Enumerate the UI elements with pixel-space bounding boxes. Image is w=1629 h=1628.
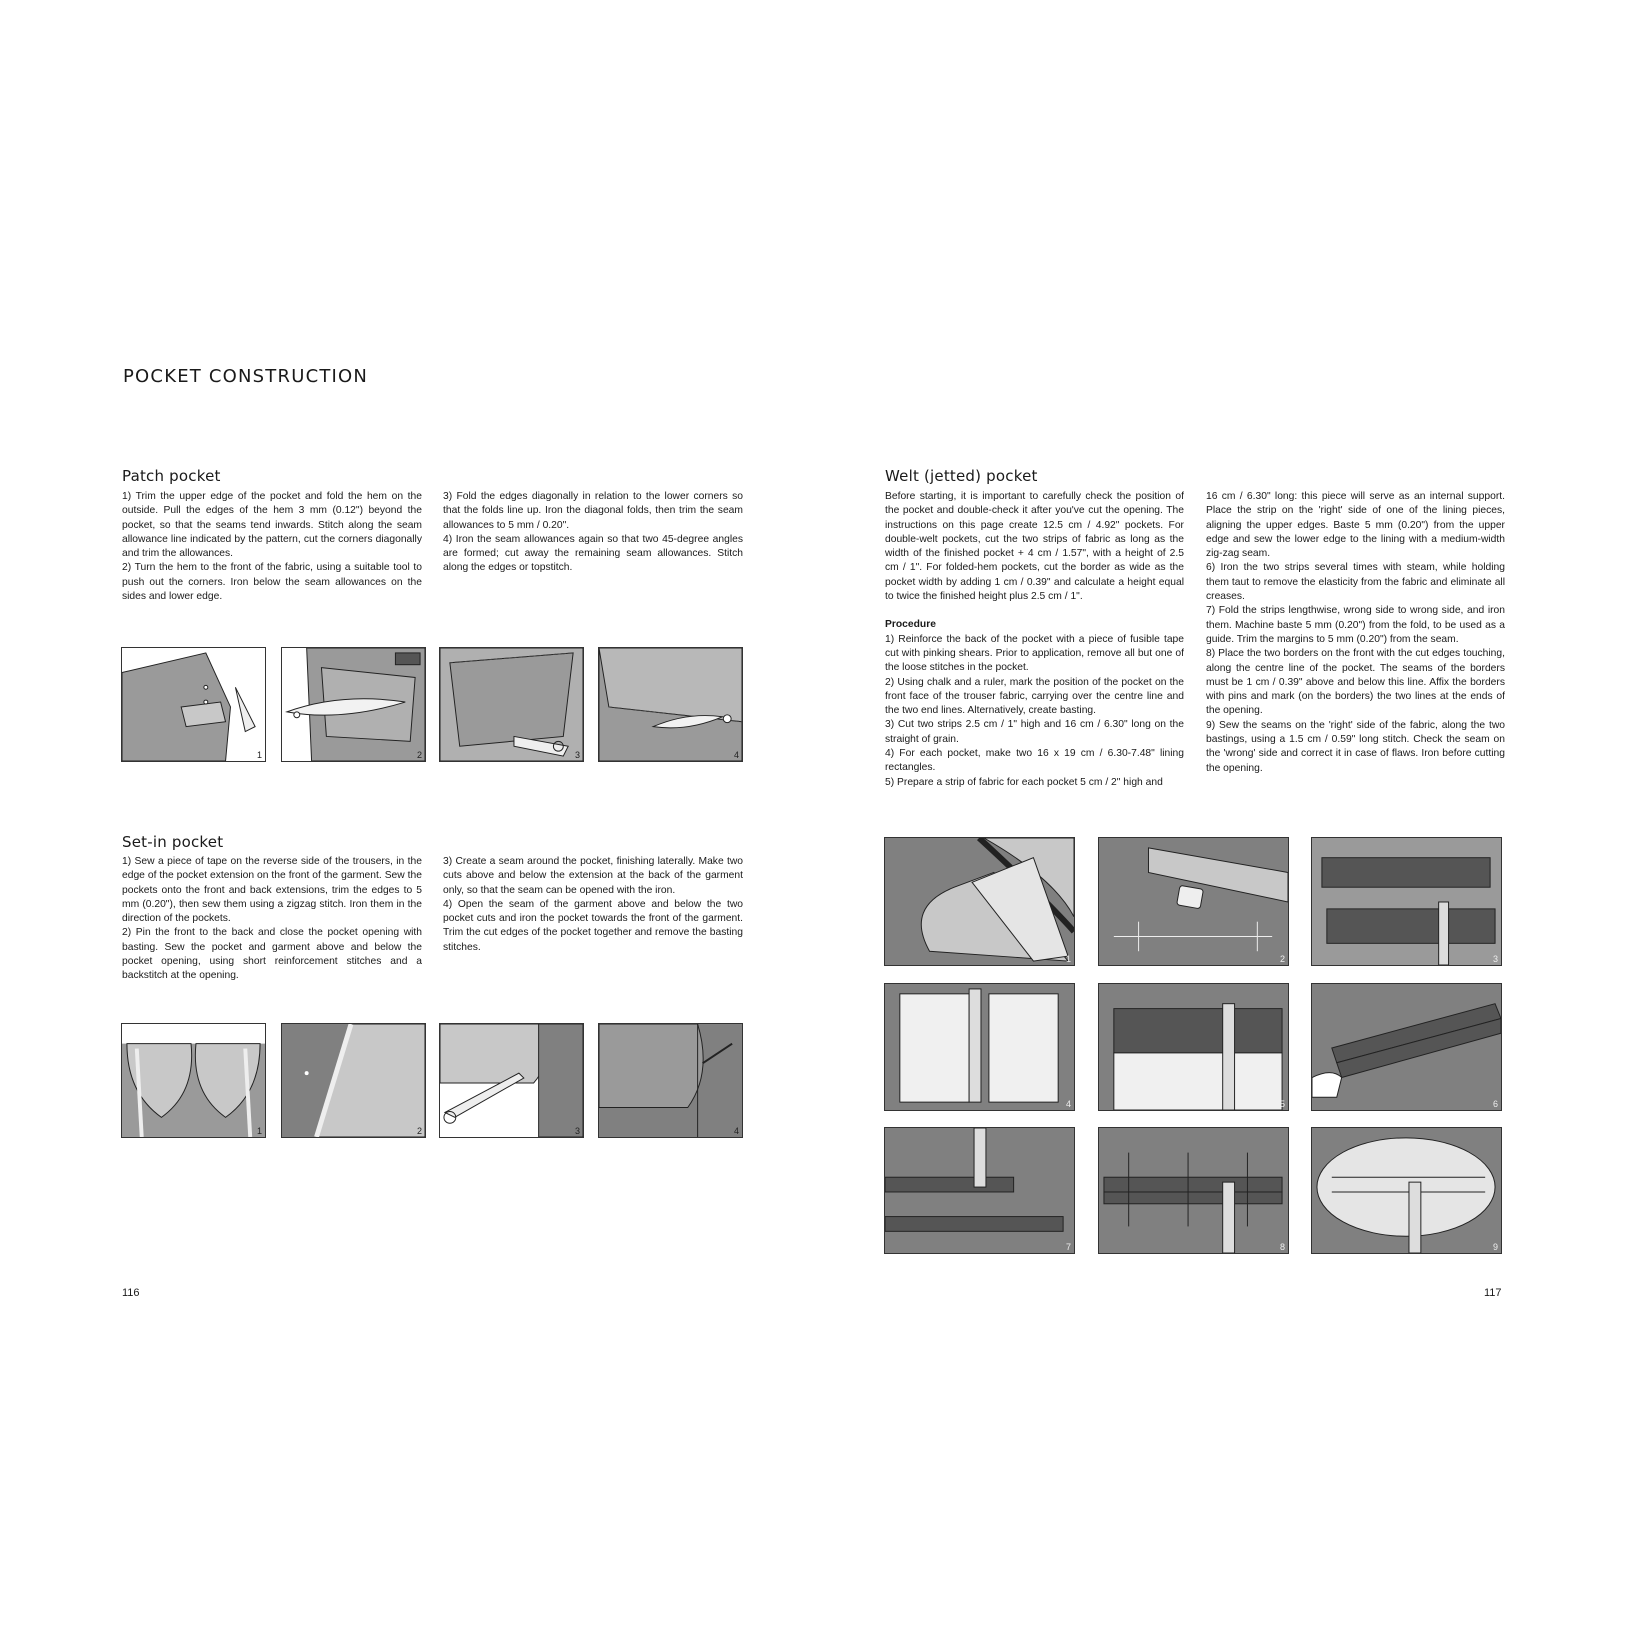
figure-number: 1 [256, 1126, 262, 1136]
paragraph: 7) Fold the strips lengthwise, wrong side to wrong side, and iron them. Machine baste 5 mm (0.20") from the fold, to be used as a guide. Trim the margins to 5 mm (0.20") from the seam. [1206, 605, 1505, 645]
welt-figure [1311, 837, 1502, 966]
welt-figure [1311, 983, 1502, 1111]
figure-number: 3 [574, 750, 580, 760]
set-in-figure [598, 1023, 743, 1138]
patch-illustration [282, 648, 425, 761]
procedure-subheading: Procedure [885, 619, 936, 631]
paragraph: 3) Fold the edges diagonally in relation to the lower corners so that the folds line up. Iron the diagonal folds, then trim the seam allowances to 5 mm / 0.20". [443, 491, 743, 531]
figure-number: 1 [1065, 954, 1071, 964]
set-in-illustration [599, 1024, 742, 1137]
page-title: POCKET CONSTRUCTION [123, 366, 369, 387]
welt-illustration [1312, 984, 1501, 1110]
figure-number: 6 [1492, 1099, 1498, 1109]
welt-illustration [885, 1128, 1074, 1253]
paragraph: 9) Sew the seams on the 'right' side of the fabric, along the two bastings, using a 1.5 cm / 0.59" long stitch. Check the seam on the 'wrong' side and correct it in case of flaws. Iron before cutting the opening. [1206, 719, 1505, 774]
set-in-figure [121, 1023, 266, 1138]
figure-number: 7 [1065, 1242, 1071, 1252]
patch-figure [121, 647, 266, 762]
figure-number: 9 [1492, 1242, 1498, 1252]
paragraph: 1) Trim the upper edge of the pocket and fold the hem on the outside. Pull the edges of the hem 3 mm (0.12") beyond the pocket, so that the seams tend inwards. Stitch along the seam allowance line indicated by the pattern, cut the corners diagonally and trim the allowances. [122, 491, 422, 560]
paragraph: 4) Open the seam of the garment above and below the two pocket cuts and iron the pocket towards the front of the garment. Trim the cut edges of the pocket together and remove the basting stitches. [443, 898, 743, 953]
paragraph: 2) Turn the hem to the front of the fabric, using a suitable tool to push out the corners. Iron below the seam allowances on the sides and lower edge. [122, 562, 422, 603]
set-in-illustration [282, 1024, 425, 1137]
welt-figure [884, 837, 1075, 966]
page-number-right: 117 [1484, 1287, 1502, 1299]
patch-illustration [440, 648, 583, 761]
figure-number: 3 [574, 1126, 580, 1136]
paragraph: 1) Sew a piece of tape on the reverse side of the trousers, in the edge of the pocket extension on the front of the garment. Sew the pockets onto the front and back extensions, trim the edges to 5 mm (0.20"), then sew them using a zigzag stitch. Iron them in the direction of the pockets. [122, 856, 422, 925]
figure-number: 2 [416, 750, 422, 760]
figure-number: 8 [1279, 1242, 1285, 1252]
welt-illustration [1099, 1128, 1288, 1253]
intro-paragraph: Before starting, it is important to carefully check the position of the pocket and double-check it after you've cut the opening. The instructions on this page create 12.5 cm / 4.92" pockets. For double-welt pockets, cut the two strips of fabric as long as the width of the finished pocket + 4 cm / 1.57", with a height of 2.5 cm / 1". For folded-hem pockets, cut the border as wide as the pocket width by adding 1 cm / 0.39" and calculate a height equal to twice the finished height plus 2.5 cm / 1". [885, 491, 1184, 603]
welt-figure [1311, 1127, 1502, 1254]
figure-number: 2 [416, 1126, 422, 1136]
figure-number: 2 [1279, 954, 1285, 964]
welt-illustration [885, 838, 1074, 965]
figure-number: 1 [256, 750, 262, 760]
set-in-pocket-col1 [122, 855, 422, 984]
welt-illustration [1312, 1128, 1501, 1253]
figure-number: 3 [1492, 954, 1498, 964]
paragraph: 3) Create a seam around the pocket, finishing laterally. Make two cuts above and below the extension at the back of the garment only, so that the seam can be opened with the iron. [443, 856, 743, 896]
welt-pocket-col2 [1206, 490, 1505, 776]
paragraph: 16 cm / 6.30" long: this piece will serve as an internal support. Place the strip on the 'right' side of one of the lining pieces, aligning the upper edges. Baste 5 mm (0.20") from the upper edge and sew the lower edge to the lining with a medium-width zig-zag seam. [1206, 491, 1505, 560]
figure-number: 4 [733, 1126, 739, 1136]
patch-pocket-col2 [443, 490, 743, 576]
paragraph: 8) Place the two borders on the front with the cut edges touching, along the centre line of the pocket. The seams of the borders must be 1 cm / 0.39" above and below this line. Affix the borders with pins and mark (on the borders) the two lines at the ends of the opening. [1206, 648, 1505, 717]
patch-illustration [599, 648, 742, 761]
set-in-pocket-heading: Set-in pocket [122, 833, 224, 851]
page-number-left: 116 [122, 1287, 140, 1299]
patch-figure [439, 647, 584, 762]
paragraph: 2) Using chalk and a ruler, mark the position of the pocket on the front face of the trouser fabric, carrying over the centre line and the two end lines. Alternatively, create basting. [885, 676, 1184, 717]
patch-figure [598, 647, 743, 762]
set-in-figure [439, 1023, 584, 1138]
welt-figure [884, 1127, 1075, 1254]
welt-illustration [885, 984, 1074, 1110]
figure-number: 4 [1065, 1099, 1071, 1109]
set-in-pocket-col2 [443, 855, 743, 955]
welt-pocket-col1 [885, 490, 1184, 790]
welt-illustration [1099, 838, 1288, 965]
welt-figure [1098, 1127, 1289, 1254]
paragraph: 2) Pin the front to the back and close the pocket opening with basting. Sew the pocket and garment above and below the pocket opening, using short reinforcement stitches and a backstitch at the opening. [122, 927, 422, 982]
paragraph: 4) Iron the seam allowances again so that two 45-degree angles are formed; cut away the remaining seam allowances. Stitch along the edges or topstitch. [443, 533, 743, 574]
welt-figure [1098, 983, 1289, 1111]
paragraph: 1) Reinforce the back of the pocket with a piece of fusible tape cut with pinking shears. Prior to application, remove all but one of the loose stitches in the pocket. [885, 633, 1184, 674]
patch-illustration [122, 648, 265, 761]
patch-figure [281, 647, 426, 762]
figure-number: 5 [1279, 1099, 1285, 1109]
set-in-illustration [122, 1024, 265, 1137]
paragraph: 5) Prepare a strip of fabric for each pocket 5 cm / 2" high and [885, 776, 1163, 788]
paragraph: 4) For each pocket, make two 16 x 19 cm / 6.30-7.48" lining rectangles. [885, 748, 1184, 774]
welt-illustration [1312, 838, 1501, 965]
welt-pocket-heading: Welt (jetted) pocket [885, 467, 1038, 485]
welt-illustration [1099, 984, 1288, 1110]
set-in-illustration [440, 1024, 583, 1137]
patch-pocket-col1 [122, 490, 422, 604]
paragraph: 6) Iron the two strips several times with steam, while holding them taut to remove the elasticity from the fabric and eliminate all creases. [1206, 562, 1505, 603]
welt-figure [1098, 837, 1289, 966]
figure-number: 4 [733, 750, 739, 760]
paragraph: 3) Cut two strips 2.5 cm / 1" high and 16 cm / 6.30" long on the straight of grain. [885, 719, 1184, 745]
welt-figure [884, 983, 1075, 1111]
patch-pocket-heading: Patch pocket [122, 467, 221, 485]
set-in-figure [281, 1023, 426, 1138]
